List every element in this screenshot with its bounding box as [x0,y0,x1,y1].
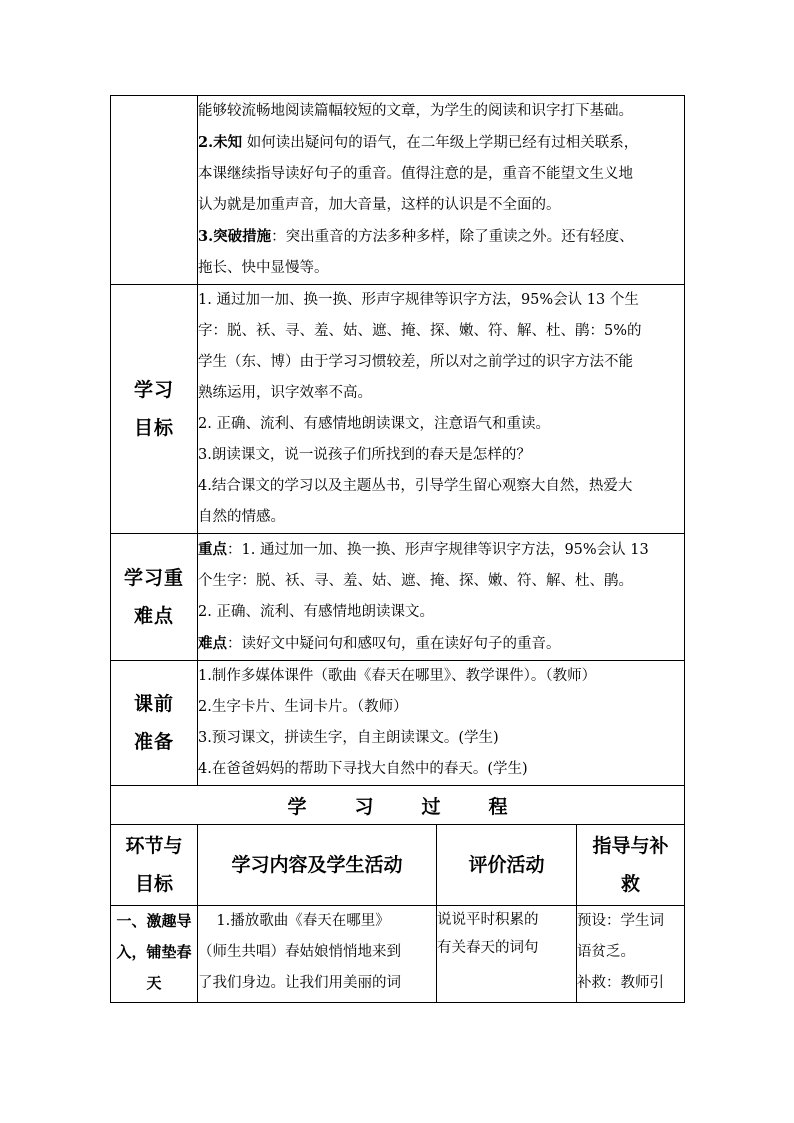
step-content-line: 1.播放歌曲《春天在哪里》 [198,913,390,929]
breakthrough-label: 3.突破措施 [198,228,272,245]
step-stage-line: 一、激趣导 [116,912,192,930]
key-points-label-line: 学习重 [123,567,184,589]
header-guidance [577,825,685,906]
key-points-label [111,534,198,661]
breakthrough-text: ：突出重音的方法多种多样，除了重读之外。还有轻度、 [271,229,634,245]
unknown-line: 认为就是加重声音，加大音量，这样的认识是不全面的。 [198,197,561,213]
step-evaluation-line: 有关春天的词句 [437,940,539,956]
lesson-plan-table [110,95,685,1003]
difficult-point-line [198,628,684,660]
goals-label [111,285,198,534]
step-guidance-line: 语贫乏。 [577,944,635,960]
goal-line: 字：脱、袄、寻、羞、姑、遮、掩、探、嫩、符、解、杜、鹃：5%的 [198,323,642,339]
step-evaluation-line: 说说平时积累的 [437,912,539,928]
process-title-row [111,786,685,825]
goal-line: 熟练运用，识字效率不高。 [198,385,372,401]
step-guidance [577,906,685,1003]
key-points-content [198,534,685,661]
process-title [111,786,685,825]
unknown-text: 如何读出疑问句的语气，在二年级上学期已经有过相关联系， [242,135,639,151]
header-evaluation: 评价活动 [437,825,577,906]
header-stage [111,825,198,906]
breakthrough-item [198,221,684,253]
step-content [198,906,437,1003]
prep-label-line: 准备 [133,731,174,753]
analysis-label-cell [111,96,198,285]
header-row [111,825,685,906]
key-point-label: 重点 [198,541,227,558]
goal-line: 学生（东、博）由于学习习惯较差，所以对之前学过的识字方法不能 [198,354,633,370]
prep-line: 1.制作多媒体课件（歌曲《春天在哪里》、教学课件）。（教师） [198,668,597,684]
prep-line: 3.预习课文，拼读生字，自主朗读课文。(学生) [198,730,499,746]
unknown-item [198,127,684,159]
step-row [111,906,685,1003]
step-stage [111,906,198,1003]
step-guidance-line: 预设：学生词 [577,913,664,929]
key-points-label-line: 难点 [133,605,174,627]
goal-line: 4.结合课文的学习以及主题丛书，引导学生留心观察大自然，热爱大 [198,478,633,494]
prep-content [198,661,685,786]
prep-label [111,661,198,786]
key-point-line [198,534,684,566]
prep-line: 4.在爸爸妈妈的帮助下寻找大自然中的春天。(学生) [198,761,528,777]
goals-label-line: 学习 [133,379,174,401]
key-point-line: 2. 正确、流利、有感情地朗读课文。 [198,604,434,620]
prep-line: 2.生字卡片、生词卡片。（教师） [198,699,408,715]
header-stage-line: 环节与 [125,835,183,857]
goal-line: 自然的情感。 [198,509,285,525]
goal-line: 3.朗读课文，说一说孩子们所找到的春天是怎样的？ [198,447,531,463]
key-points-row [111,534,685,661]
difficult-point-label: 难点 [198,635,227,652]
step-content-line: 了我们身边。让我们用美丽的词 [198,975,401,991]
goals-content [198,285,685,534]
step-stage-line: 入，铺垫春 [116,943,192,961]
difficult-point-text: ：读好文中疑问句和感叹句，重在读好句子的重音。 [227,636,561,652]
unknown-label: 2.未知 [198,134,243,151]
step-stage-line: 天 [146,974,162,992]
step-evaluation [437,906,577,1003]
goals-label-line: 目标 [133,417,174,439]
analysis-content [198,96,685,285]
goal-line: 1. 通过加一加、换一换、形声字规律等识字方法，95%会认 13 个生 [198,292,639,308]
prep-label-line: 课前 [133,693,174,715]
analysis-line: 能够较流畅地阅读篇幅较短的文章，为学生的阅读和识字打下基础。 [198,103,633,119]
header-guidance-line: 救 [621,873,641,895]
breakthrough-line: 拖长、快中显慢等。 [198,260,329,276]
key-point-line: 个生字：脱、袄、寻、羞、姑、遮、掩、探、嫩、符、解、杜、鹃。 [198,573,633,589]
prep-row [111,661,685,786]
key-point-text: ：1. 通过加一加、换一换、形声字规律等识字方法，95%会认 13 [227,542,649,558]
goals-row [111,285,685,534]
header-guidance-line: 指导与补 [592,835,669,857]
goal-line: 2. 正确、流利、有感情地朗读课文，注意语气和重读。 [198,416,550,432]
analysis-row [111,96,685,285]
header-content: 学习内容及学生活动 [198,825,437,906]
unknown-line: 本课继续指导读好句子的重音。值得注意的是，重音不能望文生义地 [198,166,633,182]
header-stage-line: 目标 [134,873,173,895]
step-guidance-line: 补救：教师引 [577,975,664,991]
step-content-line: （师生共唱）春姑娘悄悄地来到 [198,944,401,960]
process-title-text: 学习过程 [287,795,556,818]
